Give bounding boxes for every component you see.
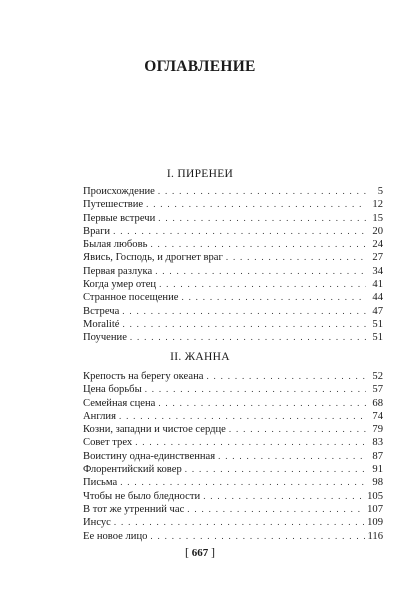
toc-leader (187, 503, 364, 516)
toc-page-number: 24 (372, 239, 383, 251)
toc-entry (83, 265, 383, 278)
toc-entry-title: Первая разлука (83, 265, 153, 277)
folio-right-bracket: ] (211, 545, 215, 559)
toc-page-number: 34 (372, 265, 383, 277)
toc-entry (83, 238, 383, 251)
toc-entry-title: Первые встречи (83, 212, 156, 224)
toc-page-number: 116 (367, 530, 383, 542)
toc-page-number: 105 (367, 490, 383, 502)
toc-entry-title: Явись, Господь, и дрогнет враг (83, 252, 223, 264)
page-title: ОГЛАВЛЕНИЕ (144, 58, 256, 75)
toc-entry-title: Письма (83, 477, 118, 489)
toc-entry-title: Происхождение (83, 186, 155, 197)
toc-leader (158, 397, 366, 410)
toc-leader (158, 185, 366, 198)
toc-page-number: 87 (372, 450, 383, 462)
toc-page-number: 27 (372, 252, 383, 264)
toc-leader (150, 530, 364, 543)
folio-left-bracket: [ (185, 545, 189, 559)
toc-leader (229, 423, 366, 436)
toc-entry (83, 463, 383, 476)
toc-entry (83, 476, 383, 489)
toc-entry-title: Встреча (83, 305, 120, 317)
toc-entry (83, 516, 383, 529)
toc-page-number: 5 (377, 186, 383, 197)
toc-entry (83, 198, 383, 211)
toc-entry (83, 185, 383, 198)
toc-entry-title: Цена борьбы (83, 384, 142, 396)
toc-entry (83, 490, 383, 503)
toc-page-number: 68 (372, 397, 383, 409)
toc-entry (83, 423, 383, 436)
toc-page-number: 44 (372, 292, 383, 304)
toc-page-number: 91 (372, 464, 383, 476)
toc-page-number: 79 (372, 424, 383, 436)
toc-entry-title: Совет трех (83, 437, 133, 449)
toc-entry (83, 503, 383, 516)
toc-entry (83, 305, 383, 318)
toc-entry-title: Семейная сцена (83, 397, 156, 409)
toc-leader (203, 490, 364, 503)
toc-entry-title: Козни, западни и чистое сердце (83, 424, 226, 436)
toc-entry-title: Moralité (83, 318, 120, 330)
toc-page-number: 109 (367, 517, 383, 529)
toc-entry (83, 370, 383, 383)
page-folio (0, 545, 400, 560)
toc-list-pyrenees (83, 185, 383, 345)
toc-entry-title: Странное посещение (83, 292, 179, 304)
folio-number: 667 (191, 547, 209, 559)
toc-leader (122, 318, 366, 331)
toc-leader (206, 370, 366, 383)
toc-entry (83, 212, 383, 225)
toc-leader (159, 278, 366, 291)
toc-leader (130, 331, 366, 344)
toc-leader (181, 291, 366, 304)
toc-entry-title: Инсус (83, 517, 111, 529)
toc-page-number: 51 (372, 332, 383, 344)
toc-page-number: 12 (372, 199, 383, 211)
toc-entry-title: В тот же утренний час (83, 503, 185, 515)
toc-entry (83, 225, 383, 238)
toc-leader (218, 450, 366, 463)
toc-entry-title: Чтобы не было бледности (83, 490, 201, 502)
toc-entry (83, 450, 383, 463)
toc-page-number: 83 (372, 437, 383, 449)
toc-leader (146, 198, 366, 211)
toc-leader (114, 516, 364, 529)
toc-page-number: 51 (372, 318, 383, 330)
toc-entry (83, 318, 383, 331)
toc-page-number: 98 (372, 477, 383, 489)
toc-leader (122, 305, 366, 318)
toc-leader (226, 251, 366, 264)
toc-entry-title: Ее новое лицо (83, 530, 148, 542)
toc-page-number: 57 (372, 384, 383, 396)
toc-page-number: 20 (372, 225, 383, 237)
toc-entry-title: Крепость на берегу океана (83, 371, 204, 382)
toc-entry-title: Когда умер отец (83, 279, 157, 291)
toc-page-number: 74 (372, 410, 383, 422)
toc-entry (83, 530, 383, 543)
toc-entry (83, 383, 383, 396)
toc-entry (83, 251, 383, 264)
toc-page-number: 41 (372, 279, 383, 291)
toc-page-number: 52 (372, 371, 383, 382)
toc-leader (150, 238, 366, 251)
toc-entry-title: Враги (83, 225, 111, 237)
toc-leader (119, 410, 366, 423)
section-heading-jeanne: II. ЖАННА (170, 351, 230, 363)
toc-entry (83, 410, 383, 423)
toc-leader (155, 265, 366, 278)
toc-page-number: 107 (367, 503, 383, 515)
toc-leader (158, 212, 366, 225)
toc-leader (185, 463, 366, 476)
toc-entry-title: Путешествие (83, 199, 144, 211)
toc-entry-title: Воистину одна-единственная (83, 450, 216, 462)
toc-entry (83, 278, 383, 291)
toc-leader (113, 225, 366, 238)
toc-leader (145, 383, 366, 396)
toc-leader (120, 476, 366, 489)
toc-page-number: 15 (372, 212, 383, 224)
toc-list-jeanne (83, 370, 383, 543)
toc-entry (83, 331, 383, 344)
toc-entry (83, 291, 383, 304)
toc-page-number: 47 (372, 305, 383, 317)
toc-entry-title: Флорентийский ковер (83, 464, 182, 476)
toc-entry-title: Былая любовь (83, 239, 148, 251)
toc-entry (83, 436, 383, 449)
toc-leader (135, 436, 366, 449)
section-heading-pyrenees: I. ПИРЕНЕИ (166, 168, 234, 180)
toc-entry-title: Поучение (83, 332, 127, 344)
toc-entry-title: Англия (83, 410, 116, 422)
toc-entry (83, 397, 383, 410)
